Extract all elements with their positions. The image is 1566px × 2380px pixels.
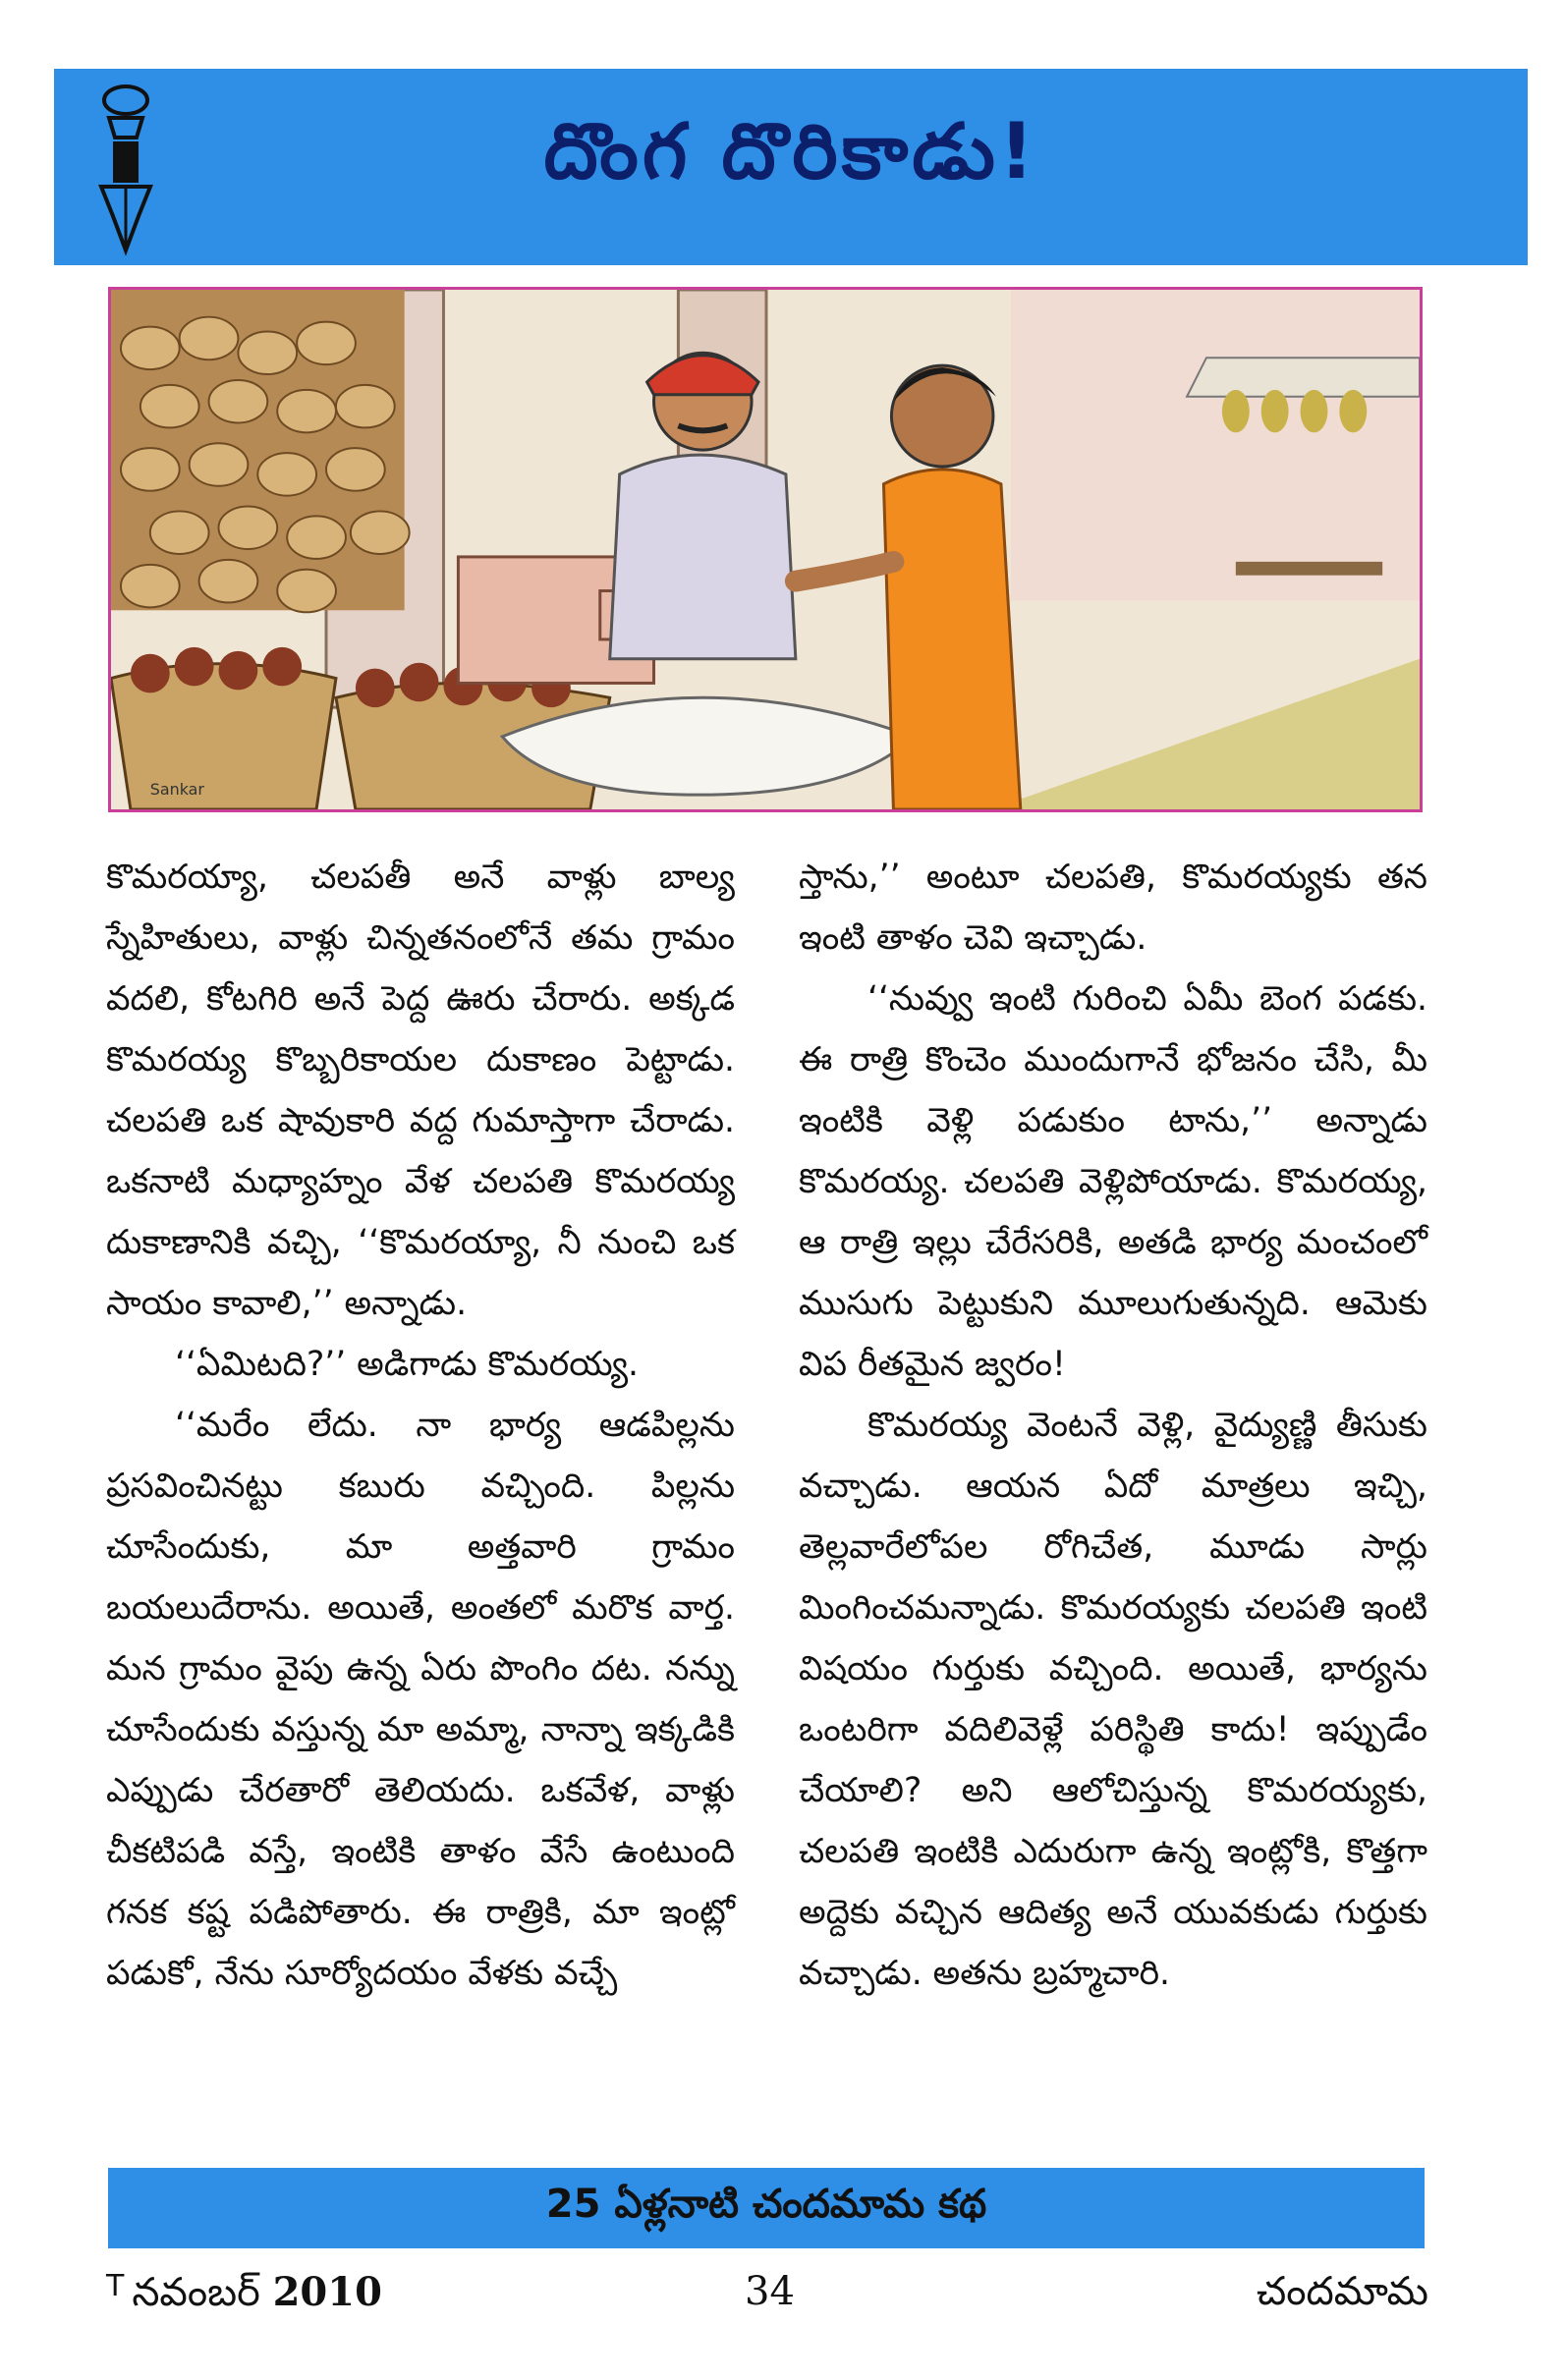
page-number: 34 [745,2269,795,2314]
column-left [106,847,735,2143]
corner-mark: T [106,2269,125,2303]
issue-year: 2010 [272,2269,382,2315]
story-title: దొంగ దొరికాడు! [543,108,1038,196]
footer-banner-text: 25 ఏళ్లనాటి చందమామ కథ [545,2182,987,2227]
story-body [106,847,1427,2143]
issue-month: నవంబర్ [132,2270,260,2315]
paragraph: కొమరయ్యా, చలపతీ అనే వాళ్లు బాల్య స్నేహితులు, వాళ్లు చిన్నతనంలోనే తమ గ్రామం వదలి, కోటగిరి అనే పెద్ద ఊరు చేరారు. అక్కడ కొమరయ్య కొబ్బరికాయల దుకాణం పెట్టాడు. చలపతి ఒక షావుకారి వద్ద గుమాస్తాగా చేరాడు. ఒకనాటి మధ్యాహ్నం వేళ చలపతి కొమరయ్య దుకాణానికి వచ్చి, ‘‘కొమరయ్యా, నీ నుంచి ఒక సాయం కావాలి,’’ అన్నాడు. [106,858,735,1323]
paragraph: ‘‘నువ్వు ఇంటి గురించి ఏమీ బెంగ పడకు. ఈ రాత్రి కొంచెం ముందుగానే భోజనం చేసి, మీ ఇంటికి వెళ్లి పడుకుం టాను,’’ అన్నాడు కొమరయ్య. చలపతి వెళ్లిపోయాడు. కొమరయ్య, ఆ రాత్రి ఇల్లు చేరేసరికి, అతడి భార్య మంచంలో ముసుగు పెట్టుకుని మూలుగుతున్నది. ఆమెకు విప రీతమైన జ్వరం! [799,979,1427,1384]
illustration-signature: Sankar [149,780,204,800]
story-illustration [108,287,1423,812]
paragraph: ‘‘మరేం లేదు. నా భార్య ఆడపిల్లను ప్రసవించినట్టు కబురు వచ్చింది. పిల్లను చూసేందుకు, మా అత్తవారి గ్రామం బయలుదేరాను. అయితే, అంతలో మరొక వార్త. మన గ్రామం వైపు ఉన్న ఏరు పొంగిం దట. నన్ను చూసేందుకు వస్తున్న మా అమ్మా, నాన్నా ఇక్కడికి ఎప్పుడు చేరతారో తెలియదు. ఒకవేళ, వాళ్లు చీకటిపడి వస్తే, ఇంటికి తాళం వేసే ఉంటుంది గనక కష్ట పడిపోతారు. ఈ రాత్రికి, మా ఇంట్లో పడుకో, నేను సూర్యోదయం వేళకు వచ్చే [106,1406,735,1993]
column-right [799,847,1427,2143]
title-banner [54,69,1528,265]
issue-date [106,2269,382,2325]
magazine-name: చందమామ [1256,2269,1428,2314]
footer-banner [108,2168,1425,2248]
paragraph: ‘‘ఏమిటది?’’ అడిగాడు కొమరయ్య. [175,1345,639,1384]
paragraph: కొమరయ్య వెంటనే వెళ్లి, వైద్యుణ్ణి తీసుకు వచ్చాడు. ఆయన ఏదో మాత్రలు ఇచ్చి, తెల్లవారేలోపల రోగిచేత, మూడు సార్లు మింగించమన్నాడు. కొమరయ్యకు చలపతి ఇంటి విషయం గుర్తుకు వచ్చింది. అయితే, భార్యను ఒంటరిగా వదిలివెళ్లే పరిస్థితి కాదు! ఇప్పుడేం చేయాలి? అని ఆలోచిస్తున్న కొమరయ్యకు, చలపతి ఇంటికి ఎదురుగా ఉన్న ఇంట్లోకి, కొత్తగా అద్దెకు వచ్చిన ఆదిత్య అనే యువకుడు గుర్తుకు వచ్చాడు. అతను బ్రహ్మచారి. [799,1406,1427,1993]
paragraph: స్తాను,’’ అంటూ చలపతి, కొమరయ్యకు తన ఇంటి తాళం చెవి ఇచ్చాడు. [799,858,1427,958]
